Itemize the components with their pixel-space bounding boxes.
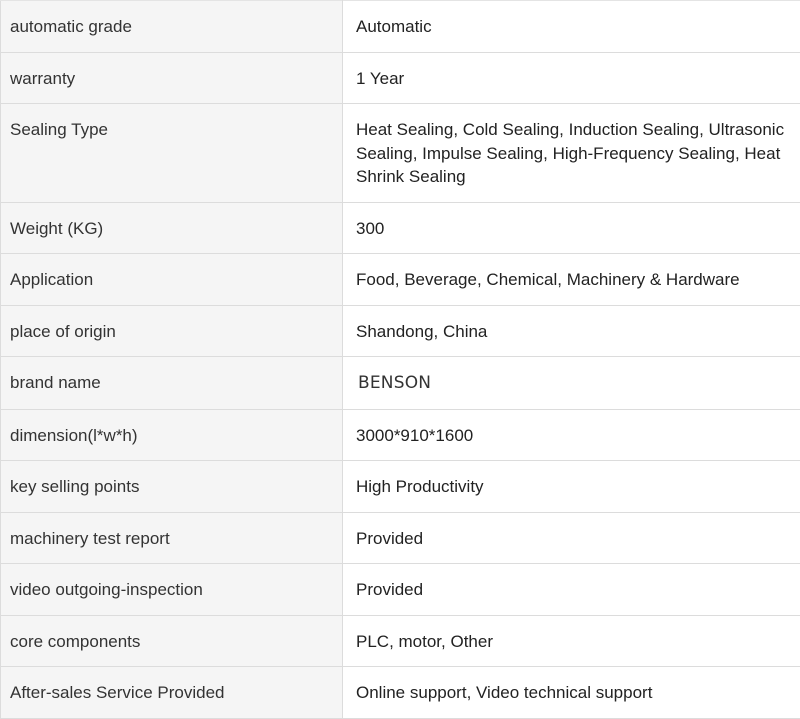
spec-value: PLC, motor, Other [343,615,800,667]
table-row [1,104,800,203]
table-row [1,615,800,667]
spec-label: Sealing Type [1,104,343,203]
spec-value: Provided [343,512,800,564]
brand-name-text: BENSON [356,373,431,393]
spec-label: core components [1,615,343,667]
spec-label: machinery test report [1,512,343,564]
table-row [1,202,800,254]
table-row [1,564,800,616]
spec-value: Provided [343,564,800,616]
spec-value: 3000*910*1600 [343,409,800,461]
table-row [1,254,800,306]
spec-label: video outgoing-inspection [1,564,343,616]
table-row [1,52,800,104]
spec-value-brand [343,357,800,410]
table-row [1,1,800,53]
spec-value: 1 Year [343,52,800,104]
spec-label: key selling points [1,461,343,513]
spec-value: 300 [343,202,800,254]
table-row [1,409,800,461]
spec-label: After-sales Service Provided [1,667,343,719]
table-row [1,461,800,513]
spec-value: Heat Sealing, Cold Sealing, Induction Sealing, Ultrasonic Sealing, Impulse Sealing, High-Frequency Sealing, Heat Shrink Sealing [343,104,800,203]
table-row [1,305,800,357]
spec-label: Application [1,254,343,306]
spec-value: Food, Beverage, Chemical, Machinery & Hardware [343,254,800,306]
spec-value: Online support, Video technical support [343,667,800,719]
spec-label: warranty [1,52,343,104]
spec-label: automatic grade [1,1,343,53]
spec-label: place of origin [1,305,343,357]
spec-label: brand name [1,357,343,410]
spec-label: Weight (KG) [1,202,343,254]
spec-label: dimension(l*w*h) [1,409,343,461]
spec-value: High Productivity [343,461,800,513]
spec-table-body [1,1,800,719]
table-row [1,667,800,719]
spec-value: Shandong, China [343,305,800,357]
table-row [1,357,800,410]
spec-value: Automatic [343,1,800,53]
table-row [1,512,800,564]
